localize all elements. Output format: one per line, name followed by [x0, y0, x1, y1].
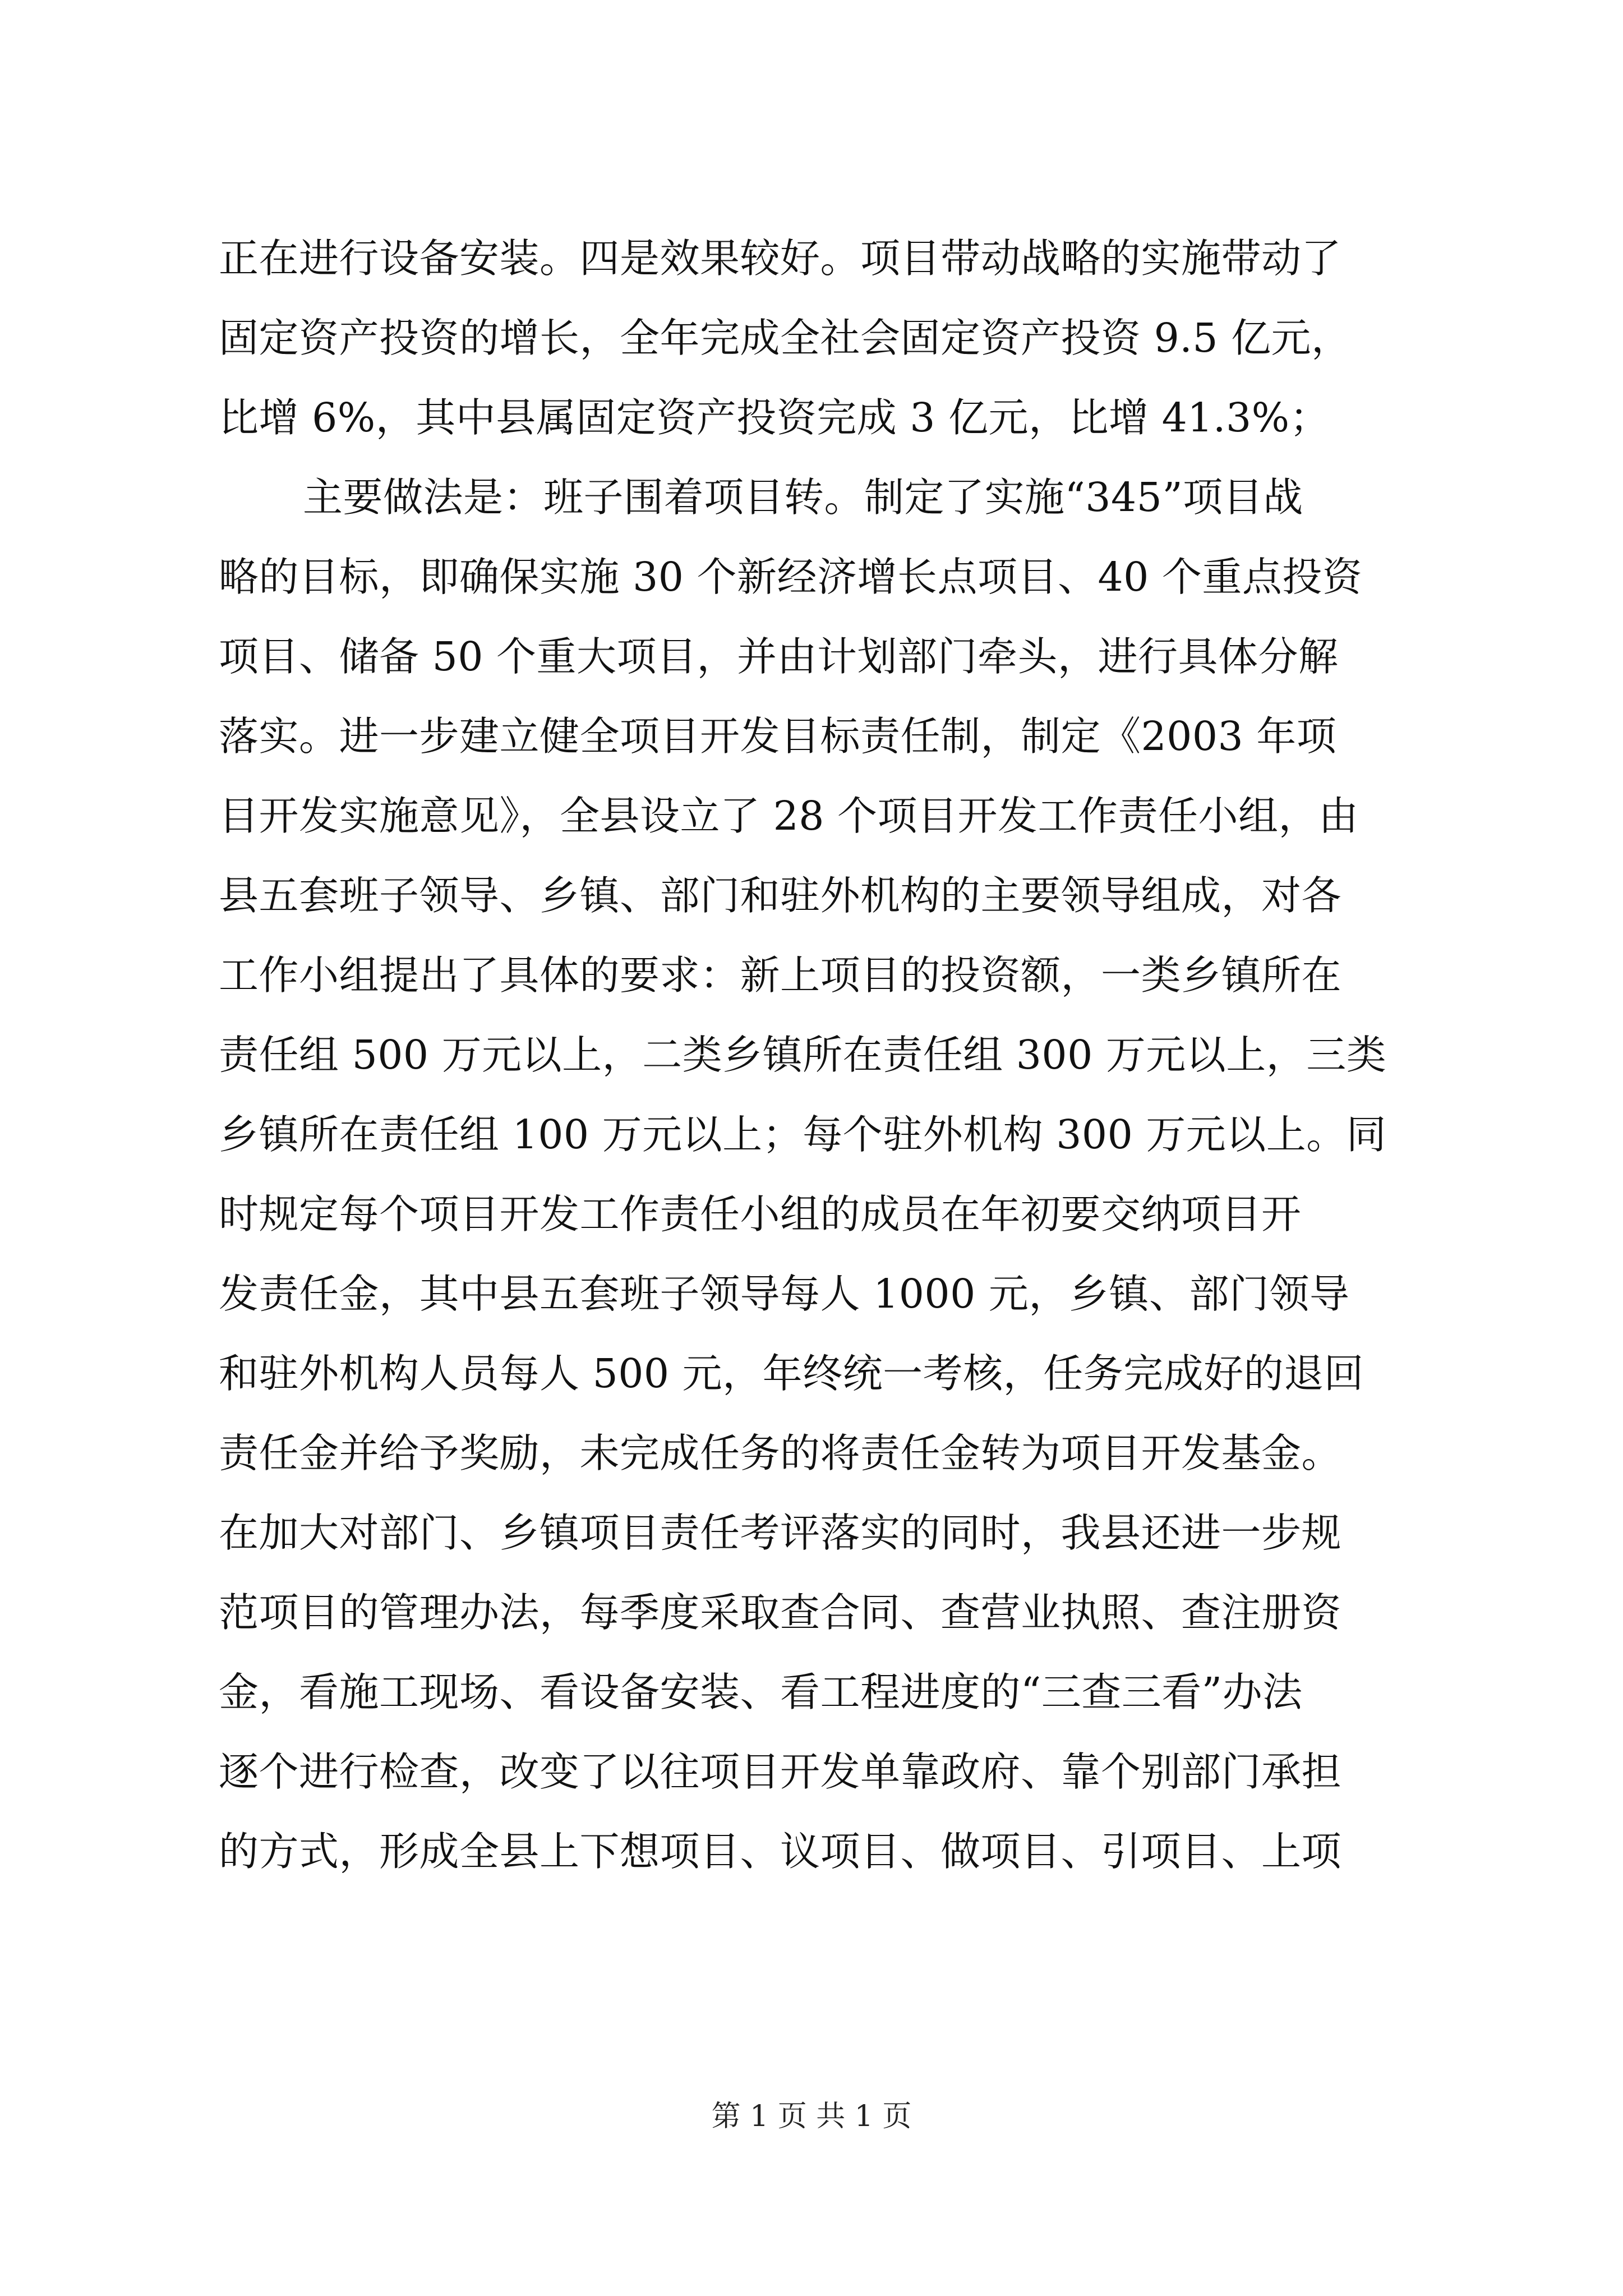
- text-line: 的方式，形成全县上下想项目、议项目、做项目、引项目、上项: [219, 1828, 1342, 1875]
- text-line: 略的目标，即确保实施 30 个新经济增长点项目、40 个重点投资: [219, 554, 1363, 600]
- text-line: 目开发实施意见》，全县设立了 28 个项目开发工作责任小组，由: [219, 793, 1359, 839]
- text-line: 范项目的管理办法，每季度采取查合同、查营业执照、查注册资: [219, 1589, 1342, 1636]
- text-line: 落实。进一步建立健全项目开发目标责任制，制定《2003 年项: [219, 713, 1337, 760]
- text-line: 逐个进行检查，改变了以往项目开发单靠政府、靠个别部门承担: [219, 1749, 1342, 1795]
- page-footer: [0, 2097, 1623, 2136]
- body-text: [219, 219, 1419, 1892]
- text-line: 固定资产投资的增长，全年完成全社会固定资产投资 9.5 亿元，: [219, 315, 1352, 361]
- text-line: 在加大对部门、乡镇项目责任考评落实的同时，我县还进一步规: [219, 1510, 1342, 1556]
- page-number-label: 第 1 页 共 1 页: [711, 2100, 912, 2133]
- text-line: 主要做法是：班子围着项目转。制定了实施“345”项目战: [303, 474, 1303, 521]
- text-line: 县五套班子领导、乡镇、部门和驻外机构的主要领导组成，对各: [219, 872, 1342, 919]
- text-line: 乡镇所在责任组 100 万元以上；每个驻外机构 300 万元以上。同: [219, 1111, 1387, 1158]
- text-line: 工作小组提出了具体的要求：新上项目的投资额，一类乡镇所在: [219, 952, 1342, 999]
- text-line: 项目、储备 50 个重大项目，并由计划部门牵头，进行具体分解: [219, 633, 1339, 680]
- text-line: 责任金并给予奖励，未完成任务的将责任金转为项目开发基金。: [219, 1430, 1342, 1476]
- text-line: 比增 6%，其中县属固定资产投资完成 3 亿元，比增 41.3%；: [219, 394, 1330, 441]
- text-line: 时规定每个项目开发工作责任小组的成员在年初要交纳项目开: [219, 1191, 1302, 1237]
- text-line: 和驻外机构人员每人 500 元，年终统一考核，任务完成好的退回: [219, 1350, 1364, 1397]
- text-line: 责任组 500 万元以上，二类乡镇所在责任组 300 万元以上，三类: [219, 1032, 1387, 1078]
- text-line: 发责任金，其中县五套班子领导每人 1000 元，乡镇、部门领导: [219, 1271, 1350, 1317]
- text-line: 正在进行设备安装。四是效果较好。项目带动战略的实施带动了: [219, 235, 1342, 282]
- text-line: 金，看施工现场、看设备安装、看工程进度的“三查三看”办法: [219, 1669, 1303, 1715]
